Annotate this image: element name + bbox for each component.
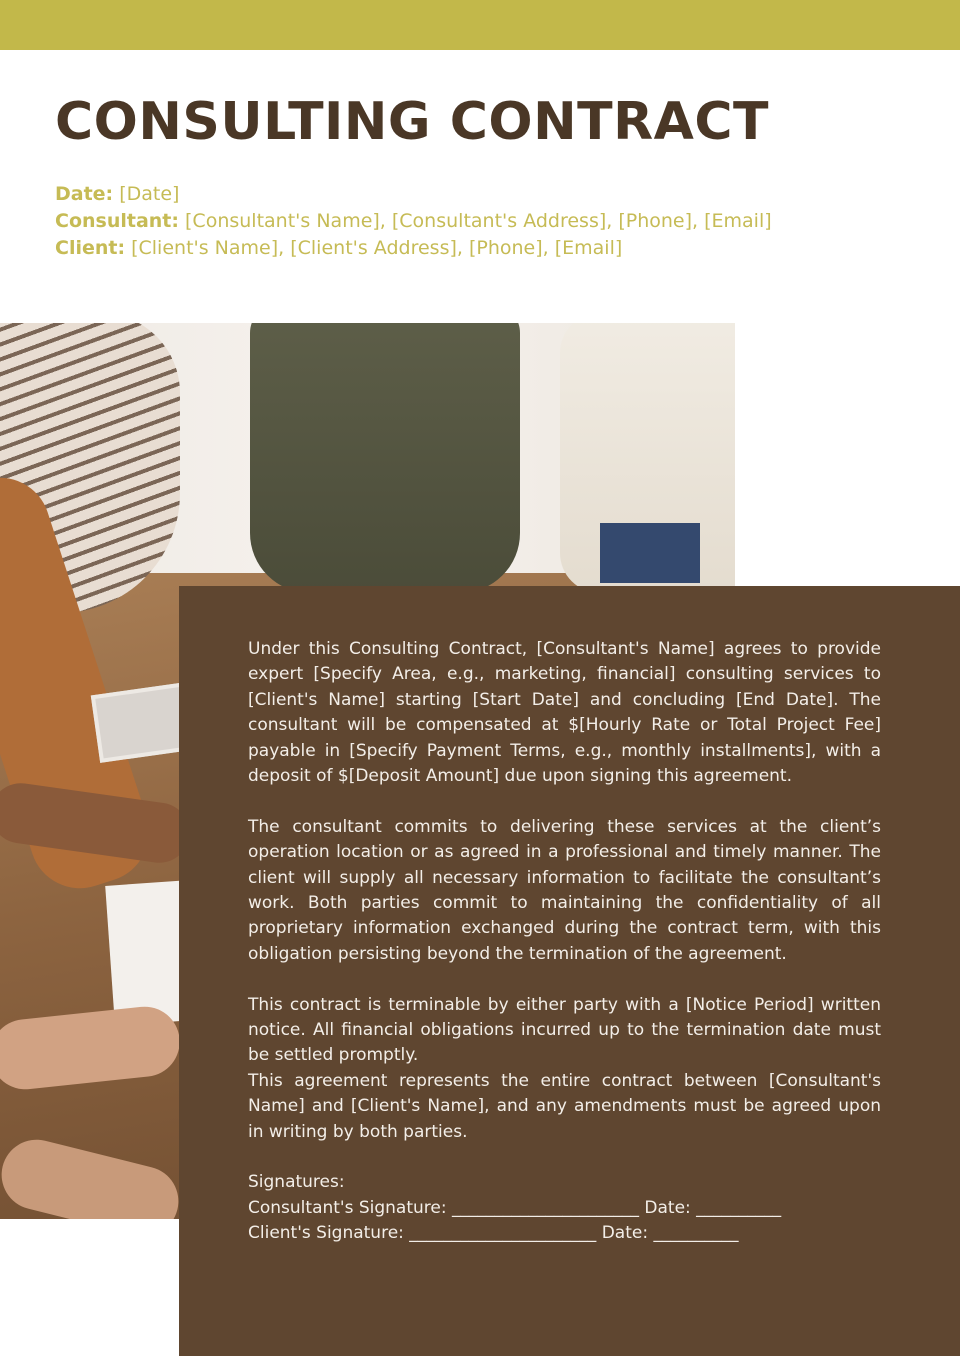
client-row bbox=[55, 235, 772, 262]
contract-paragraph-entire-agreement: This agreement represents the entire contract between [Consultant's Name] and [Client's Name], and any amendments must be agreed upon in writing by both parties. bbox=[248, 1070, 881, 1142]
photo-olive-shirt bbox=[250, 323, 520, 593]
contract-paragraph-services: Under this Consulting Contract, [Consultant's Name] agrees to provide expert [Specify Area, e.g., marketing, financial] consulting services to [Client's Name] starting [Start Date] and concluding [End Date]. The consultant will be compensated at $[Hourly Rate or Total Project Fee] payable in [Specify Payment Terms, e.g., monthly installments], with a deposit of $[Deposit Amount] due upon signing this agreement. bbox=[248, 639, 881, 787]
consultant-label: Consultant: bbox=[55, 210, 179, 232]
date-value: [Date] bbox=[113, 183, 180, 205]
signature-block bbox=[248, 1170, 881, 1246]
top-accent-band bbox=[0, 0, 960, 50]
client-value: [Client's Name], [Client's Address], [Phone], [Email] bbox=[125, 237, 623, 259]
signatures-heading: Signatures: bbox=[248, 1172, 345, 1193]
contract-meta bbox=[55, 181, 772, 262]
date-label: Date: bbox=[55, 183, 114, 205]
date-row bbox=[55, 181, 772, 208]
page-title: CONSULTING CONTRACT bbox=[55, 92, 769, 152]
client-label: Client: bbox=[55, 237, 126, 259]
contract-paragraph-termination: This contract is terminable by either party with a [Notice Period] written notice. All financial obligations incurred up to the termination date must be settled promptly. bbox=[248, 994, 881, 1066]
contract-body-text bbox=[248, 637, 881, 1247]
contract-paragraph-obligations: The consultant commits to delivering these services at the client’s operation location or as agreed in a professional and timely manner. The client will supply all necessary information to facilitate the consultant’s work. Both parties commit to maintaining the confidentiality of all proprietary information exchanged during the contract term, with this obligation persisting beyond the termination of the agreement. bbox=[248, 816, 881, 964]
photo-jeans bbox=[600, 523, 700, 583]
client-signature-line: Client's Signature: ______________________ Date: __________ bbox=[248, 1223, 739, 1244]
consultant-signature-line: Consultant's Signature: ______________________ Date: __________ bbox=[248, 1197, 782, 1218]
consultant-row bbox=[55, 208, 772, 235]
consultant-value: [Consultant's Name], [Consultant's Address], [Phone], [Email] bbox=[178, 210, 772, 232]
